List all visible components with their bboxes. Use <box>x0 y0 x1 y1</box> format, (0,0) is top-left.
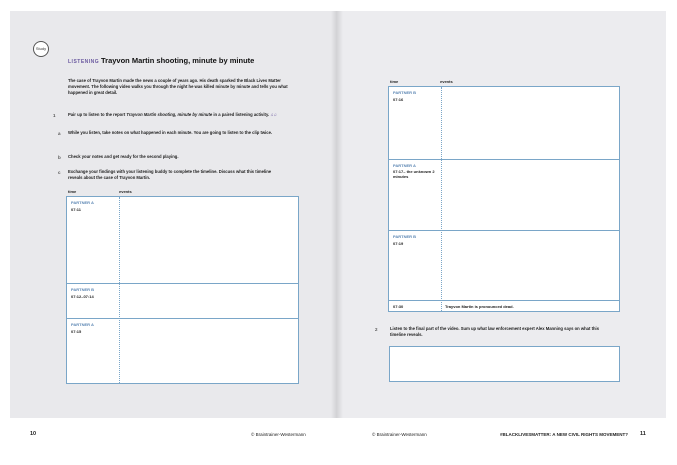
task-c-text: Exchange your findings with your listening buddy to complete the timeline. Discuss what this timeline reveals about the case of Trayvon Martin. <box>68 169 272 180</box>
study-badge: Study <box>33 41 49 57</box>
row-event: Trayvon Martin is pronounced dead. <box>445 304 514 309</box>
task-1-text-a: Pair up to listen to the report <box>68 112 127 117</box>
footer-strip <box>10 418 666 458</box>
page-number-left: 10 <box>30 431 37 437</box>
row-time: 07:16 <box>393 97 404 102</box>
col-header-events: events <box>119 189 132 194</box>
row-time: 07:30 <box>393 304 404 309</box>
task-number: a <box>58 131 61 136</box>
table-row <box>389 300 619 313</box>
task-number: 1 <box>53 113 56 118</box>
task-b-text: Check your notes and get ready for the second playing. <box>68 154 179 159</box>
publisher-right: © Braintrainer-Westermann <box>372 432 427 437</box>
intro-text: The case of Trayvon Martin made the news a couple of years ago. His death sparked the Black Lives Matter movement. The following video walks you through the night he was killed minute by minute and tells you what happened in great detail. <box>68 78 288 95</box>
row-time: 07:15 <box>71 329 82 334</box>
col-header-events: events <box>440 79 453 84</box>
chapter-title: #BLACKLIVESMATTER: A NEW CIVIL RIGHTS MOVEMENT? <box>500 432 628 437</box>
row-time: 07:12–07:14 <box>71 294 94 299</box>
row-time: 07:11 <box>71 207 82 212</box>
partner-label: PARTNER B <box>71 287 95 292</box>
partner-label: PARTNER A <box>71 322 94 327</box>
answer-box <box>389 346 620 382</box>
table-row <box>389 87 619 159</box>
partner-label: PARTNER B <box>393 234 417 239</box>
partner-label: PARTNER B <box>393 90 417 95</box>
task-1-text-b: in a paired listening activity. <box>212 112 270 117</box>
task-2-text: Listen to the final part of the video. Sum up what law enforcement expert Alex Manning says on what this timeline reveals. <box>390 326 600 337</box>
timeline-table-right <box>388 86 620 312</box>
table-row <box>67 283 298 319</box>
table-row <box>389 230 619 301</box>
section-label: LISTENING <box>68 59 100 65</box>
task-number: 2 <box>375 327 378 332</box>
page-number-right: 11 <box>640 431 646 437</box>
table-row <box>389 159 619 231</box>
task-number: b <box>58 155 61 160</box>
headphones-icon: ♫♫ <box>270 112 277 117</box>
row-time: 07:19 <box>393 241 404 246</box>
col-header-time: time <box>68 189 77 194</box>
partner-label: PARTNER A <box>393 163 416 168</box>
task-number: c <box>58 170 61 175</box>
task-1-report-title: Trayvon Martin shooting, minute by minute <box>126 112 213 117</box>
row-time: 07:17– the unknown 2 minutes <box>393 169 435 179</box>
timeline-table-left <box>66 196 299 384</box>
page-title: Trayvon Martin shooting, minute by minute <box>101 56 255 65</box>
table-row <box>67 318 298 385</box>
table-row <box>67 197 298 283</box>
book-gutter <box>331 11 343 458</box>
publisher-left: © Braintrainer-Westermann <box>251 432 306 437</box>
task-1-text <box>68 112 303 118</box>
task-a-text: While you listen, take notes on what happened in each minute. You are going to listen to the clip twice. <box>68 130 273 135</box>
partner-label: PARTNER A <box>71 200 94 205</box>
col-header-time: time <box>390 79 399 84</box>
